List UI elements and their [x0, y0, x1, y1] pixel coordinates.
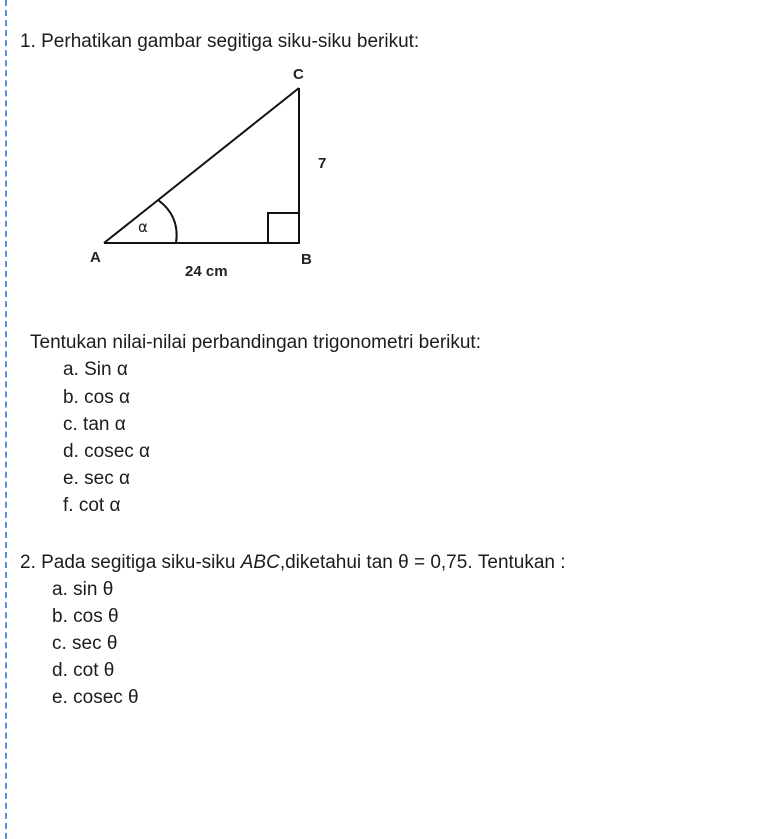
- q2-item-c: c. sec θ: [52, 633, 118, 654]
- q2-suffix: ,diketahui tan θ = 0,75. Tentukan :: [279, 552, 566, 573]
- q2-item-b: b. cos θ: [52, 606, 119, 627]
- q1-item-a: a. Sin α: [63, 359, 128, 380]
- q2-prefix: 2. Pada segitiga siku-siku: [20, 552, 241, 573]
- q1-item-e: e. sec α: [63, 468, 130, 489]
- question-2-text: [20, 551, 566, 575]
- vertex-b-label: B: [301, 251, 312, 268]
- q2-item-a: a. sin θ: [52, 579, 114, 600]
- vertex-c-label: C: [293, 66, 304, 83]
- side-ab-label: 24 cm: [185, 263, 228, 280]
- q2-item-e: e. cosec θ: [52, 687, 139, 708]
- q1-item-d: d. cosec α: [63, 441, 151, 462]
- q2-item-d: d. cot θ: [52, 660, 115, 681]
- vertex-a-label: A: [90, 249, 101, 266]
- q1-item-c: c. tan α: [63, 414, 126, 435]
- q1-item-b: b. cos α: [63, 387, 130, 408]
- side-bc-label: 7: [318, 155, 327, 172]
- angle-alpha-label: α: [138, 218, 148, 236]
- question-1-title: 1. Perhatikan gambar segitiga siku-siku berikut:: [20, 31, 420, 52]
- question-1-instruction: Tentukan nilai-nilai perbandingan trigonometri berikut:: [30, 332, 481, 353]
- right-angle-marker: [268, 213, 299, 243]
- q1-item-f: f. cot α: [63, 495, 121, 516]
- q2-triangle: ABC: [240, 552, 280, 573]
- side-ac: [104, 88, 299, 243]
- angle-alpha-arc: [158, 200, 177, 243]
